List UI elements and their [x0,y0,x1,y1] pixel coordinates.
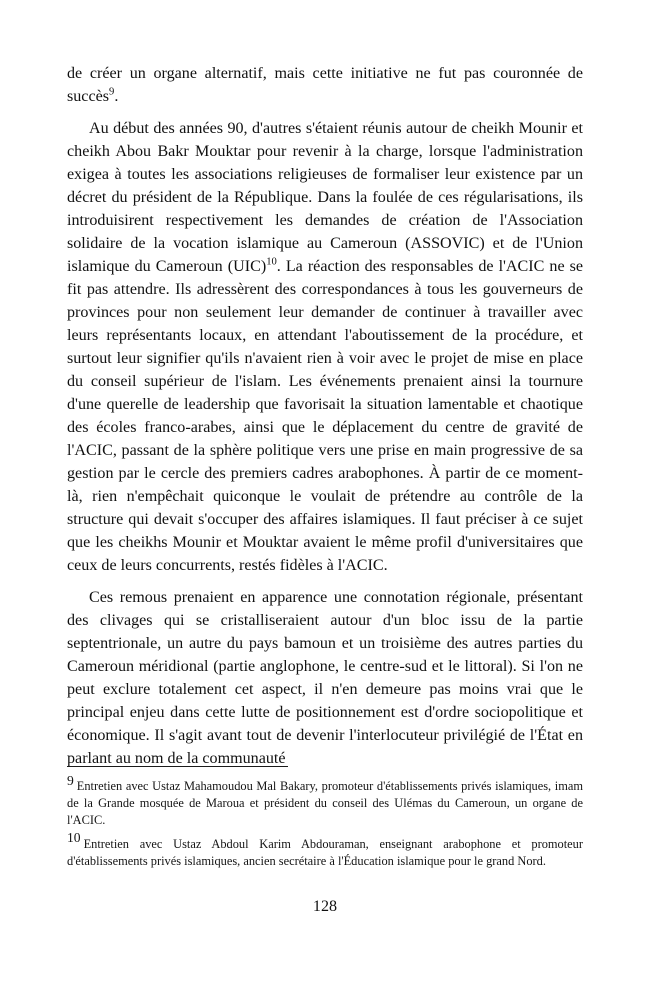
paragraph-lead-text: Au début des années 90, d'autres s'étaient réunis autour de cheikh Mounir et cheikh Abou Bakr Mouktar pour revenir à la charge, lorsque l'administration exigea à toutes les associations religieuses de formaliser leur existence par un décret du président de la République. Dans la foulée de ces régularisations, ils introduisirent respectivement les demandes de création de l'Association solidaire de la vocation islamique au Cameroun (ASSOVIC) et de l'Union islamique du Cameroun (UIC) [67,120,583,275]
footnote-text: Entretien avec Ustaz Abdoul Karim Abdouraman, enseignant arabophone et promoteur d'établissements privés islamiques, ancien secrétaire à l'Éducation islamique pour le grand Nord. [67,836,583,868]
footnote-area [67,766,583,870]
footnote-item [67,772,583,830]
footnote-separator-rule [67,766,288,767]
paragraph-succes [67,62,583,108]
footnote-reference-9[interactable]: 9 [109,86,115,98]
page-number: 128 [312,898,338,915]
paragraph-ces-remous [67,586,583,770]
footnote-reference-10[interactable]: 10 [266,256,277,268]
paragraph-tail-text: . La réaction des responsables de l'ACIC ne se fit pas attendre. Ils adressèrent des correspondances à tous les gouverneurs de provinces pour non seulement leur demander de continuer à travailler avec leurs représentants locaux, en attendant l'aboutissement de la procédure, et surtout leur signifier qu'ils n'avaient rien à voir avec le projet de mise en place du conseil supérieur de l'islam. Les événements prenaient ainsi la tournure d'une querelle de leadership que favorisait la situation lamentable et chaotique des écoles franco-arabes, ainsi que le déplacement du centre de gravité de l'ACIC, passant de la sphère politique vers une prise en main progressive de sa gestion par le cercle des premiers cadres arabophones. À partir de ce moment-là, rien n'empêchait quiconque le voulait de prétendre au contrôle de la structure qui devait s'occuper des affaires islamiques. Il faut préciser à ce sujet que les cheikhs Mounir et Mouktar avaient le même profil d'universitaires que ceux de leurs concurrents, restés fidèles à l'ACIC. [67,258,584,574]
footnote-number: 10 [67,830,81,846]
body-text-column [67,62,583,770]
footnote-item [67,830,583,870]
paragraph-lead-text: de créer un organe alternatif, mais cette initiative ne fut pas couronnée de succès [67,65,583,105]
footnote-number: 9 [67,772,74,788]
paragraph-au-debut [67,117,583,577]
footnote-text: Entretien avec Ustaz Mahamoudou Mal Bakary, promoteur d'établissements privés islamiques, imam de la Grande mosquée de Maroua et président du conseil des Ulémas du Cameroun, un organe de l'ACIC. [67,779,583,828]
paragraph-lead-text: Ces remous prenaient en apparence une connotation régionale, présentant des clivages qui se cristalliseraient autour d'un bloc issu de la partie septentrionale, un autre du pays bamoun et un troisième des autres parties du Cameroun méridional (partie anglophone, le centre-sud et le littoral). Si l'on ne peut exclure totalement cet aspect, il n'en demeure pas moins vrai que le principal enjeu dans cette lutte de positionnement est d'ordre sociopolitique et économique. Il s'agit avant tout de devenir l'interlocuteur privilégié de l'État en parlant au nom de la communauté [67,589,583,767]
paragraph-tail-text: . [114,88,119,105]
